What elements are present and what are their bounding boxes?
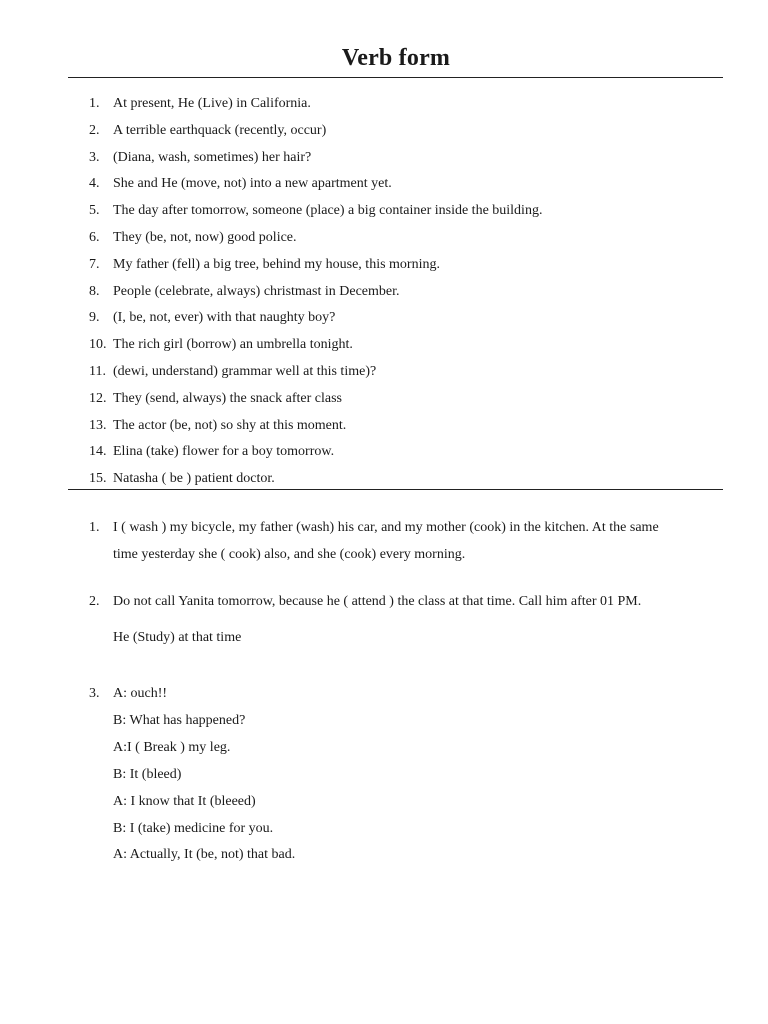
exercise-number: 1.	[89, 520, 100, 535]
item-number: 3.	[89, 149, 100, 165]
dialogue-text: A:I ( Break ) my leg.	[113, 740, 231, 755]
exercise-number: 3.	[89, 686, 100, 701]
dialogue-text: A: ouch!!	[113, 686, 168, 701]
item-text: She and He (move, not) into a new apartment yet.	[113, 176, 392, 192]
title-divider	[68, 77, 723, 78]
exercise-text: time yesterday she ( cook) also, and she (cook) every morning.	[113, 547, 466, 562]
item-number: 4.	[89, 176, 100, 192]
item-number: 1.	[89, 96, 100, 111]
item-number: 2.	[89, 122, 100, 138]
item-number: 9.	[89, 310, 100, 326]
item-number: 5.	[89, 203, 100, 219]
dialogue-text: B: What has happened?	[113, 713, 246, 728]
item-number: 7.	[89, 256, 100, 272]
item-number: 8.	[89, 283, 100, 299]
item-text: The day after tomorrow, someone (place) a big container inside the building.	[113, 203, 543, 219]
section-divider	[68, 489, 723, 490]
item-number: 10.	[89, 337, 107, 353]
item-text: (dewi, understand) grammar well at this time)?	[113, 364, 377, 379]
item-text: They (send, always) the snack after class	[113, 390, 342, 406]
item-number: 13.	[89, 417, 107, 433]
item-number: 12.	[89, 390, 107, 406]
item-number: 11.	[89, 364, 106, 379]
item-number: 14.	[89, 444, 107, 460]
dialogue-text: B: I (take) medicine for you.	[113, 821, 274, 836]
item-text: At present, He (Live) in California.	[113, 96, 311, 111]
item-text: They (be, not, now) good police.	[113, 230, 297, 245]
item-number: 6.	[89, 230, 100, 245]
exercise-number: 2.	[89, 594, 100, 609]
dialogue-text: A: I know that It (bleeed)	[113, 794, 256, 809]
item-number: 15.	[89, 471, 107, 487]
page-title: Verb form	[341, 45, 451, 71]
item-text: (Diana, wash, sometimes) her hair?	[113, 149, 312, 165]
item-text: The actor (be, not) so shy at this moment.	[113, 417, 347, 433]
item-text: My father (fell) a big tree, behind my house, this morning.	[113, 256, 440, 272]
item-text: The rich girl (borrow) an umbrella tonight.	[113, 337, 353, 353]
item-text: Natasha ( be ) patient doctor.	[113, 471, 275, 487]
item-text: (I, be, not, ever) with that naughty boy?	[113, 310, 336, 326]
item-text: People (celebrate, always) christmast in December.	[113, 283, 400, 299]
dialogue-text: A: Actually, It (be, not) that bad.	[113, 847, 296, 862]
dialogue-text: B: It (bleed)	[113, 767, 182, 782]
exercise-text: Do not call Yanita tomorrow, because he ( attend ) the class at that time. Call him after 01 PM.	[113, 594, 642, 609]
exercise-text: He (Study) at that time	[113, 630, 242, 645]
item-text: A terrible earthquack (recently, occur)	[113, 122, 327, 138]
item-text: Elina (take) flower for a boy tomorrow.	[113, 444, 335, 460]
exercise-text: I ( wash ) my bicycle, my father (wash) his car, and my mother (cook) in the kitchen. At the same	[113, 520, 659, 535]
